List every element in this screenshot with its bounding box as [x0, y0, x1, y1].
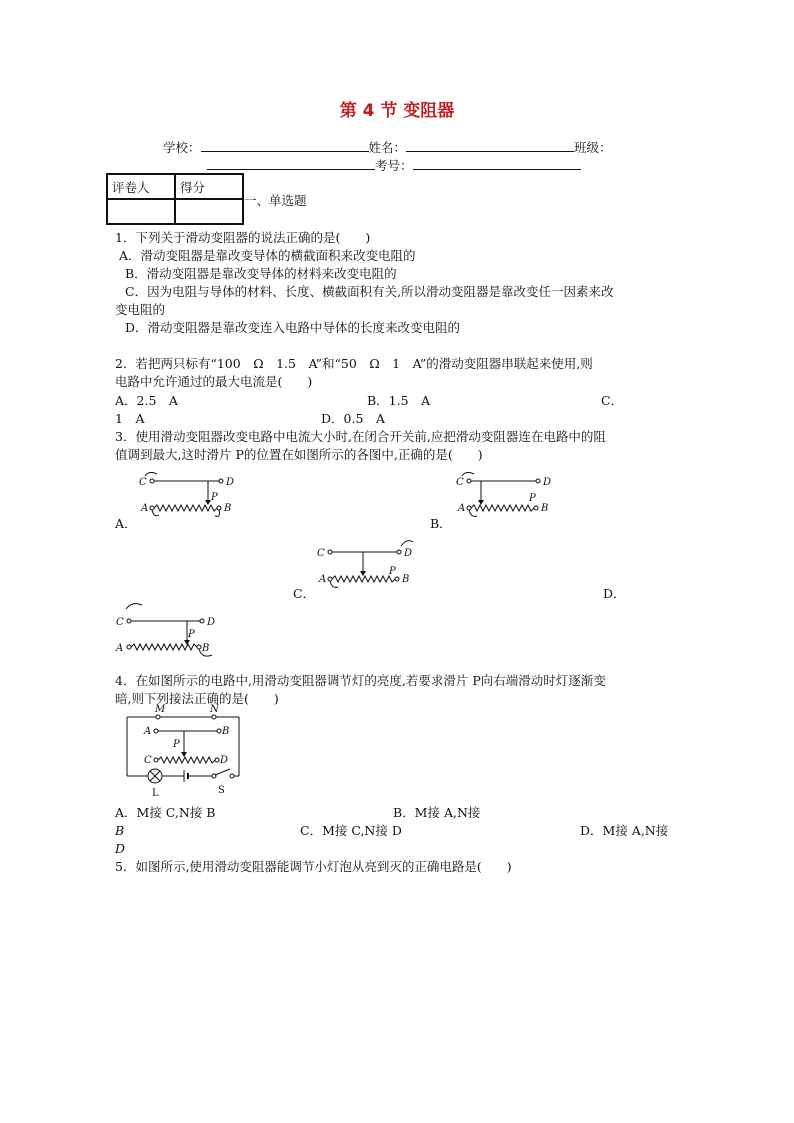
label-b: B	[402, 574, 410, 585]
rheostat-diagram-a	[135, 470, 250, 520]
q3-stem-cont: 值调到最大,这时滑片 P的位置在如图所示的各图中,正确的是( )	[115, 447, 483, 462]
grader-cell[interactable]	[107, 199, 175, 224]
label-a: A	[458, 503, 466, 514]
rheostat-diagram-c	[313, 538, 423, 593]
q1-option-c: C．因为电阻与导体的材料、长度、横截面积有关,所以滑动变阻器是靠改变任一因素来改	[125, 284, 614, 299]
q4-option-b-cont: B	[115, 823, 125, 838]
q2-option-a: A．2.5 A	[115, 393, 178, 408]
label-s: S	[218, 785, 225, 796]
label-a: A	[141, 503, 149, 514]
label-b: B	[224, 503, 232, 514]
label-d: D	[220, 755, 229, 766]
score-cell[interactable]	[175, 199, 243, 224]
label-d: D	[207, 617, 216, 628]
label-m: M	[155, 704, 166, 715]
label-b: B	[222, 726, 230, 737]
label-a: A	[319, 574, 327, 585]
q3-option-a-label: A．	[115, 516, 137, 531]
label-c: C	[456, 477, 464, 488]
score-header: 得分	[175, 174, 243, 199]
q4-option-b: B．M接 A,N接	[393, 805, 481, 820]
label-c: C	[144, 755, 152, 766]
header-row-1	[163, 137, 612, 157]
q4-option-d-cont: D	[115, 841, 126, 856]
label-p: P	[529, 493, 536, 504]
q1-option-c-cont: 变电阻的	[115, 302, 166, 317]
header-row-2	[207, 155, 581, 175]
q2-option-d: D．0.5 A	[321, 411, 385, 426]
q3-option-d-label: D．	[603, 586, 626, 601]
q3-option-b-label: B．	[430, 516, 452, 531]
q1-option-b: B．滑动变阻器是靠改变导体的材料来改变电阻的	[125, 266, 397, 281]
q3-stem: 3．使用滑动变阻器改变电路中电流大小时,在闭合开关前,应把滑动变阻器连在电路中的阻	[115, 429, 606, 444]
label-n: N	[210, 704, 219, 715]
label-p: P	[173, 739, 180, 750]
class-field[interactable]	[207, 155, 375, 170]
label-a: A	[116, 643, 124, 654]
q1-stem: 1．下列关于滑动变阻器的说法正确的是( )	[115, 230, 371, 245]
label-d: D	[543, 477, 552, 488]
q2-option-c-value: 1 A	[115, 411, 145, 426]
q2-option-b: B．1.5 A	[367, 393, 431, 408]
section-title: 一、单选题	[244, 193, 307, 208]
school-field[interactable]	[201, 137, 369, 152]
class-label: 班级：	[574, 140, 612, 155]
q2-stem: 2．若把两只标有“100 Ω 1.5 A”和“50 Ω 1 A”的滑动变阻器串联起来使用,则	[115, 356, 593, 371]
q4-stem: 4．在如图所示的电路中,用滑动变阻器调节灯的亮度,若要求滑片 P向右端滑动时灯逐渐变	[115, 673, 606, 688]
q4-option-a: A．M接 C,N接 B	[115, 805, 216, 820]
q4-option-c: C．M接 C,N接 D	[300, 823, 402, 838]
label-p: P	[188, 629, 195, 640]
circuit-diagram	[122, 703, 247, 800]
label-p: P	[211, 492, 218, 503]
score-table	[106, 173, 244, 225]
exam-no-label: 考号：	[375, 158, 413, 173]
q2-option-c-letter: C．	[601, 393, 624, 408]
label-d: D	[404, 548, 413, 559]
rheostat-diagram-d	[112, 601, 232, 661]
label-p: P	[389, 566, 396, 577]
label-b: B	[202, 643, 210, 654]
q4-option-d: D．M接 A,N接	[580, 823, 669, 838]
label-d: D	[226, 477, 235, 488]
label-b: B	[541, 503, 549, 514]
name-label: 姓名：	[368, 140, 407, 155]
q1-option-d: D．滑动变阻器是靠改变连入电路中导体的长度来改变电阻的	[125, 320, 461, 335]
name-field[interactable]	[406, 137, 574, 152]
rheostat-diagram-b	[452, 470, 562, 520]
q2-stem-cont: 电路中允许通过的最大电流是( )	[115, 374, 313, 389]
q5-stem: 5．如图所示,使用滑动变阻器能调节小灯泡从亮到灭的正确电路是( )	[115, 859, 512, 874]
label-l: L	[152, 788, 159, 799]
label-c: C	[317, 548, 325, 559]
label-c: C	[139, 477, 147, 488]
q3-option-c-label: C．	[293, 586, 316, 601]
school-label: 学校：	[163, 140, 201, 155]
q1-option-a: A．滑动变阻器是靠改变导体的横截面积来改变电阻的	[119, 248, 416, 263]
grader-header: 评卷人	[107, 174, 175, 199]
label-c: C	[116, 617, 124, 628]
page-title: 第 4 节 变阻器	[339, 101, 455, 121]
q4-stem-cont: 暗,则下列接法正确的是( )	[115, 691, 279, 706]
label-a: A	[144, 726, 152, 737]
exam-no-field[interactable]	[413, 155, 581, 170]
